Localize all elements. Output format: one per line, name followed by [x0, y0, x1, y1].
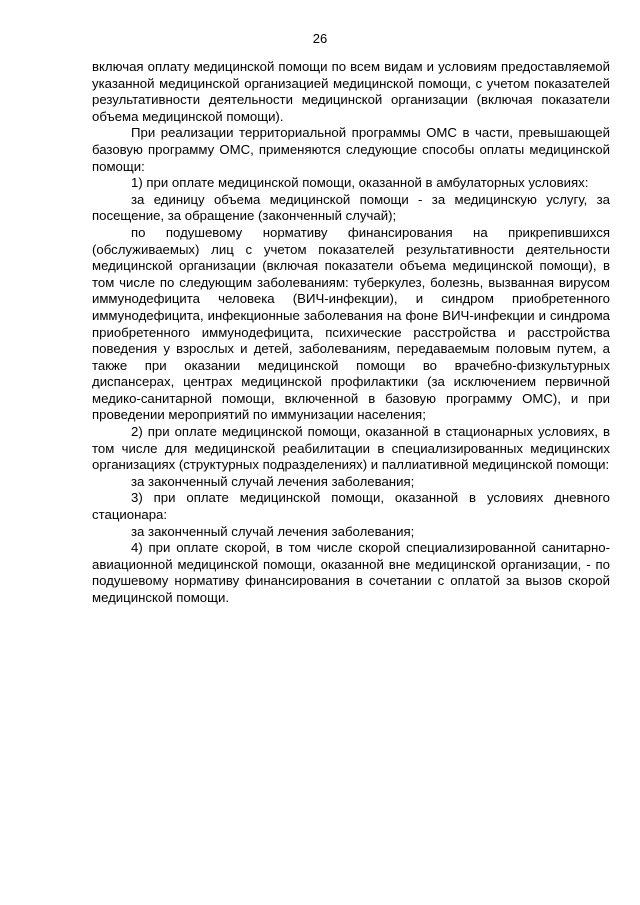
- paragraph-per-capita-standard: по подушевому нормативу финансирования на прикрепившихся (обслуживаемых) лиц с учетом показателей результативности деятельности медицинской организации (включая показатели объема медицинской помощи), в том числе по следующим заболеваниям: туберкулез, болезнь, вызванная вирусом иммунодефицита человека (ВИЧ-инфекции), и синдром приобретенного иммунодефицита, инфекционные заболевания на фоне ВИЧ-инфекции и синдрома приобретенного иммунодефицита, психические расстройства и расстройства поведения у взрослых и детей, заболеваниям, передаваемым половым путем, а также при оказании медицинской помощи во врачебно-физкультурных диспансерах, центрах медицинской профилактики (за исключением первичной медико-санитарной помощи, включенной в базовую программу ОМС), и при проведении мероприятий по иммунизации населения;: [92, 224, 610, 423]
- paragraph-per-unit-volume: за единицу объема медицинской помощи - за медицинскую услугу, за посещение, за обращение (законченный случай);: [92, 191, 610, 224]
- page-number: 26: [312, 31, 328, 46]
- document-body: [92, 59, 610, 607]
- paragraph-completed-case-inpatient: за законченный случай лечения заболевания;: [131, 473, 415, 489]
- paragraph-completed-case-day-hospital: за законченный случай лечения заболевания;: [131, 523, 415, 539]
- paragraph-item-1-outpatient: 1) при оплате медицинской помощи, оказанной в амбулаторных условиях:: [131, 175, 589, 191]
- paragraph-continuation: включая оплату медицинской помощи по всем видам и условиям предоставляемой указанной медицинской организацией медицинской помощи, с учетом показателей результативности деятельности медицинской организации (включая показатели объема медицинской помощи).: [92, 59, 610, 124]
- paragraph-item-3-day-hospital: 3) при оплате медицинской помощи, оказанной в условиях дневного стационара:: [92, 490, 610, 523]
- paragraph-item-4-emergency: 4) при оплате скорой, в том числе скорой специализированной санитарно-авиационной медицинской помощи, оказанной вне медицинской организации, - по подушевому нормативу финансирования в сочетании с оплатой за вызов скорой медицинской помощи.: [92, 540, 610, 605]
- paragraph-item-2-inpatient: 2) при оплате медицинской помощи, оказанной в стационарных условиях, в том числе для медицинской реабилитации в специализированных медицинских организациях (структурных подразделениях) и паллиативной медицинской помощи:: [92, 424, 610, 473]
- paragraph-payment-methods-intro: При реализации территориальной программы ОМС в части, превышающей базовую программу ОМС, применяются следующие способы оплаты медицинской помощи:: [92, 125, 610, 174]
